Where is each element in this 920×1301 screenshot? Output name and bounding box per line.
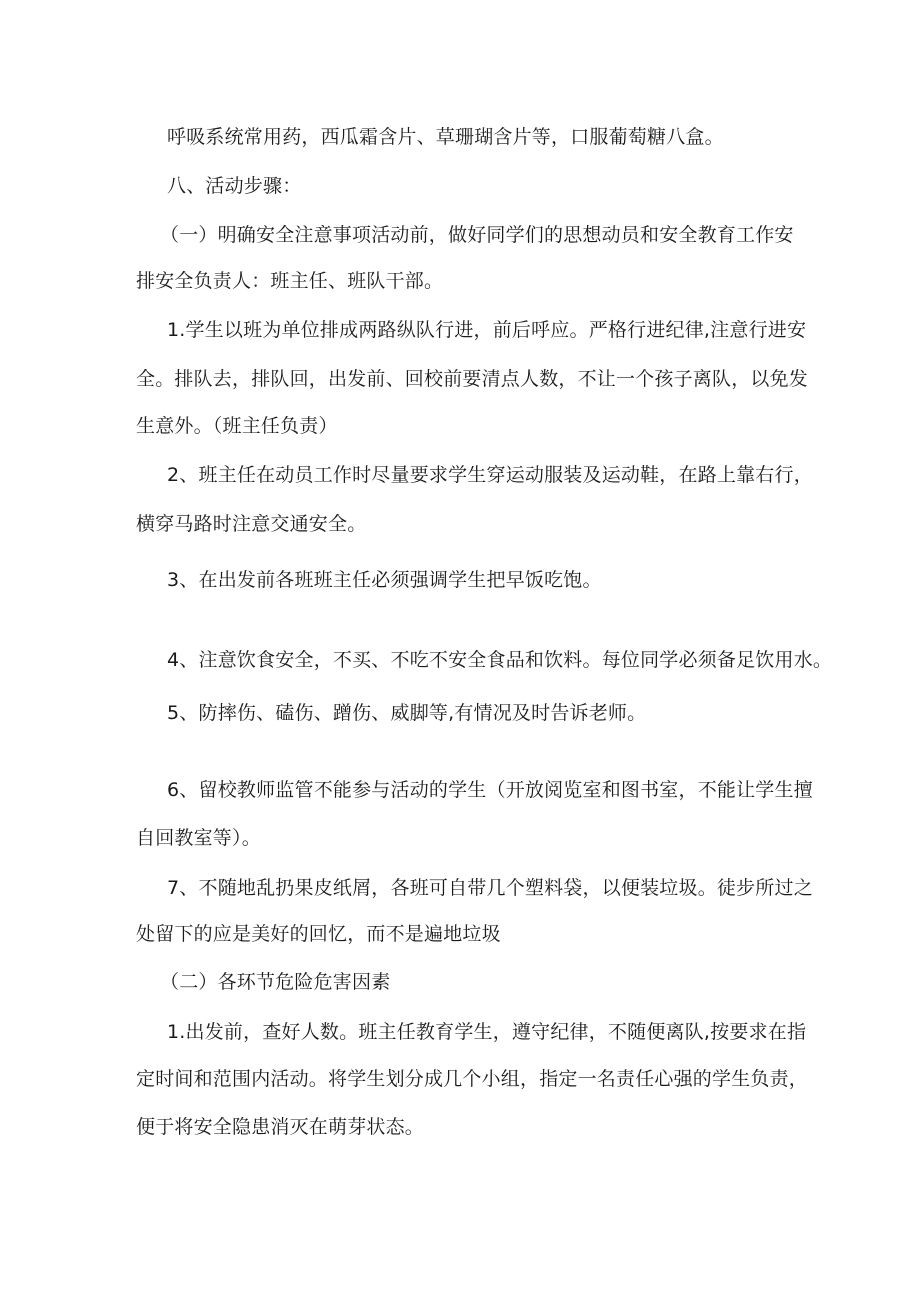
- paragraph-line: 排安全负责人：班主任、班队干部。: [136, 270, 444, 292]
- list-item-line: 7、不随地乱扔果皮纸屑，各班可自带几个塑料袋，以便装垃圾。徒步所过之: [167, 877, 813, 899]
- list-item-line: 4、注意饮食安全，不买、不吃不安全食品和饮料。每位同学必须备足饮用水。: [167, 649, 833, 671]
- list-item-line: 全。排队去，排队回，出发前、回校前要清点人数，不让一个孩子离队，以免发: [136, 368, 809, 390]
- list-item-line: 定时间和范围内活动。将学生划分成几个小组，指定一名责任心强的学生负责，: [136, 1068, 809, 1090]
- paragraph-line: 呼吸系统常用药，西瓜霜含片、草珊瑚含片等，口服葡萄糖八盒。: [167, 126, 724, 148]
- list-item-line: 便于将安全隐患消灭在萌芽状态。: [136, 1116, 425, 1138]
- section-heading: 八、活动步骤：: [167, 175, 302, 197]
- list-item-line: 横穿马路时注意交通安全。: [136, 513, 367, 535]
- list-item-line: 2、班主任在动员工作时尽量要求学生穿运动服装及运动鞋，在路上靠右行，: [167, 464, 813, 486]
- list-item-line: 自回教室等）。: [136, 827, 261, 849]
- list-item-line: 1.学生以班为单位排成两路纵队行进，前后呼应。严格行进纪律,注意行进安: [167, 319, 807, 341]
- list-item-line: 3、在出发前各班班主任必须强调学生把早饭吃饱。: [167, 569, 602, 591]
- subsection-heading: （一）明确安全注意事项活动前，做好同学们的思想动员和安全教育工作安: [160, 224, 794, 246]
- list-item-line: 生意外。（班主任负责）: [136, 415, 338, 437]
- list-item-line: 1.出发前，查好人数。班主任教育学生，遵守纪律，不随便离队,按要求在指: [167, 1021, 807, 1043]
- list-item-line: 5、防摔伤、磕伤、蹭伤、威脚等,有情况及时告诉老师。: [167, 702, 647, 724]
- list-item-line: 6、留校教师监管不能参与活动的学生（开放阅览室和图书室，不能让学生擅: [167, 779, 813, 801]
- subsection-heading: （二）各环节危险危害因素: [160, 971, 391, 993]
- list-item-line: 处留下的应是美好的回忆，而不是遍地垃圾: [136, 923, 501, 945]
